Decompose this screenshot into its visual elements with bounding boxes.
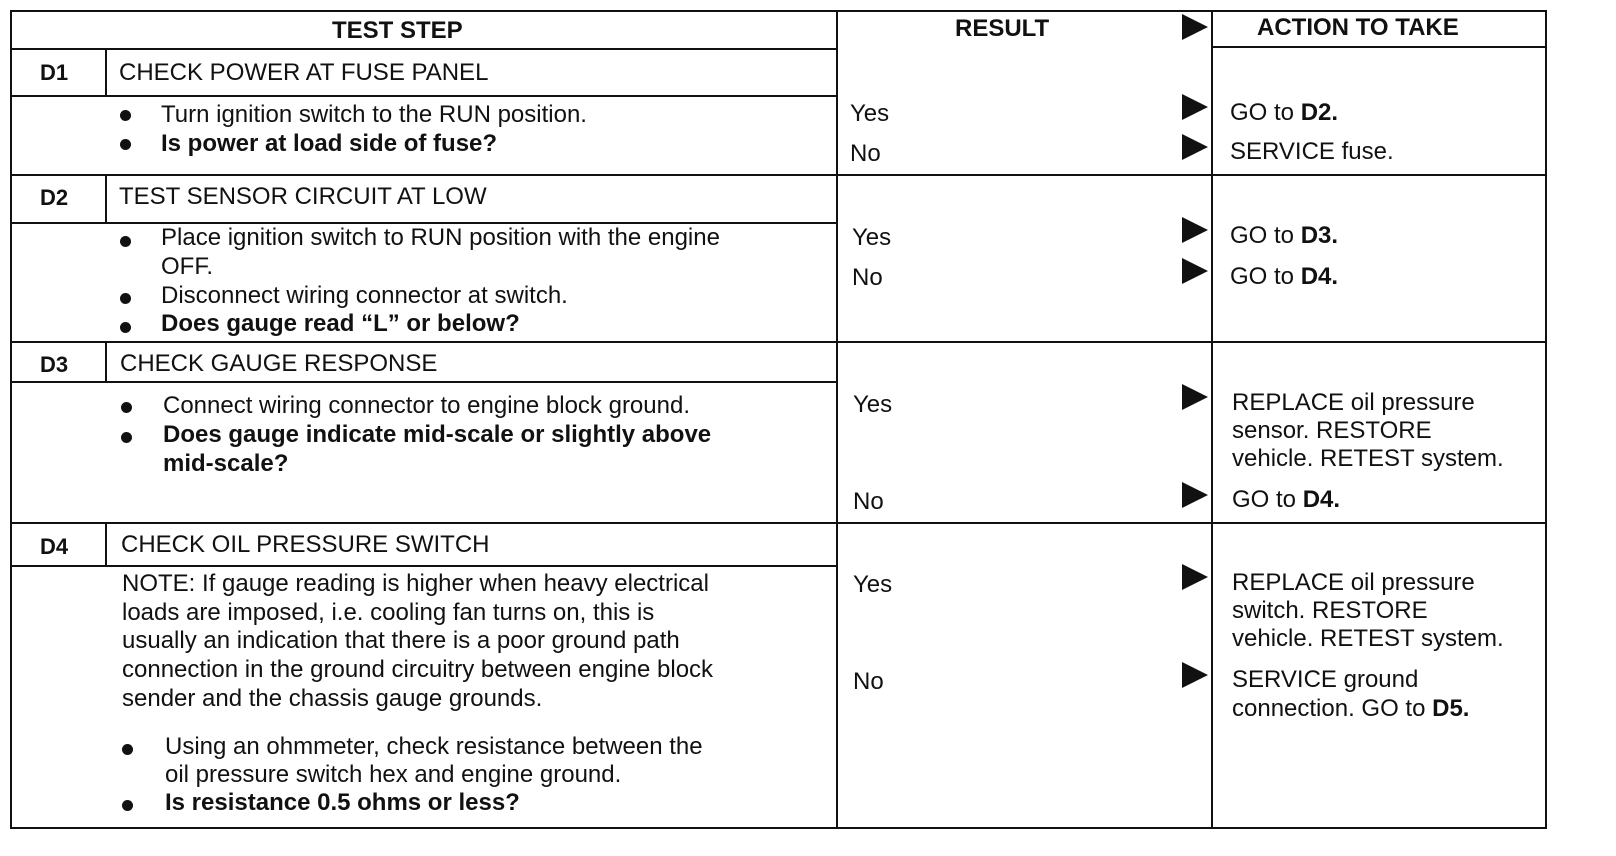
header-result: RESULT <box>955 15 1050 42</box>
column-divider <box>836 10 838 829</box>
id-divider <box>105 522 107 566</box>
bullet-icon <box>120 293 131 304</box>
arrow-icon <box>1182 482 1208 508</box>
result-no: No <box>853 668 884 695</box>
step-question: Is power at load side of fuse? <box>161 130 498 157</box>
header-test-step: TEST STEP <box>332 17 463 44</box>
action-text: GO to D2. <box>1230 99 1339 126</box>
bullet-icon <box>120 236 131 247</box>
step-id: D4 <box>40 534 69 559</box>
result-yes: Yes <box>853 571 893 598</box>
arrow-icon <box>1182 94 1208 120</box>
title-divider <box>10 565 837 567</box>
step-line: OFF. <box>161 253 213 280</box>
bullet-icon <box>121 402 132 413</box>
note-line: connection in the ground circuitry between engine block <box>122 656 714 683</box>
step-id: D3 <box>40 352 69 377</box>
step-question: Does gauge indicate mid-scale or slightly above <box>163 421 712 448</box>
step-line: Turn ignition switch to the RUN position. <box>161 101 587 128</box>
step-question: Is resistance 0.5 ohms or less? <box>165 789 520 816</box>
arrow-icon <box>1182 564 1208 590</box>
result-yes: Yes <box>850 100 890 127</box>
arrow-icon <box>1182 217 1208 243</box>
column-divider <box>1211 10 1213 829</box>
result-yes: Yes <box>852 224 892 251</box>
bullet-icon <box>120 110 131 121</box>
action-text: SERVICE ground <box>1232 666 1419 693</box>
header-divider <box>10 48 837 50</box>
action-text: vehicle. RETEST system. <box>1232 625 1504 652</box>
step-divider <box>10 522 1547 524</box>
id-divider <box>105 48 107 96</box>
header-divider <box>1211 46 1547 48</box>
action-text: SERVICE fuse. <box>1230 138 1394 165</box>
step-id: D2 <box>40 185 69 210</box>
step-title: CHECK GAUGE RESPONSE <box>120 350 438 377</box>
title-divider <box>10 95 837 97</box>
arrow-icon <box>1182 258 1208 284</box>
note-line: loads are imposed, i.e. cooling fan turns on, this is <box>122 599 655 626</box>
step-id: D1 <box>40 60 69 85</box>
step-title: CHECK OIL PRESSURE SWITCH <box>121 531 490 558</box>
action-text: connection. GO to D5. <box>1232 695 1470 722</box>
action-text: REPLACE oil pressure <box>1232 569 1475 596</box>
action-text: sensor. RESTORE <box>1232 417 1432 444</box>
step-title: TEST SENSOR CIRCUIT AT LOW <box>119 183 487 210</box>
step-line: oil pressure switch hex and engine ground. <box>165 761 622 788</box>
arrow-icon <box>1182 384 1208 410</box>
bullet-icon <box>120 139 131 150</box>
bullet-icon <box>121 432 132 443</box>
result-no: No <box>852 264 883 291</box>
action-text: vehicle. RETEST system. <box>1232 445 1504 472</box>
note-line: usually an indication that there is a poor ground path <box>122 627 680 654</box>
step-question: Does gauge read “L” or below? <box>161 310 520 337</box>
result-yes: Yes <box>853 391 893 418</box>
note-line: sender and the chassis gauge grounds. <box>122 685 543 712</box>
action-text: GO to D3. <box>1230 222 1339 249</box>
step-line: Disconnect wiring connector at switch. <box>161 282 568 309</box>
bullet-icon <box>120 322 131 333</box>
action-text: GO to D4. <box>1230 263 1339 290</box>
id-divider <box>105 341 107 382</box>
title-divider <box>10 381 837 383</box>
step-question: mid-scale? <box>163 450 289 477</box>
arrow-icon <box>1182 134 1208 160</box>
action-text: GO to D4. <box>1232 486 1341 513</box>
header-action: ACTION TO TAKE <box>1257 14 1459 41</box>
step-divider <box>10 341 1547 343</box>
step-divider <box>10 174 1547 176</box>
id-divider <box>105 174 107 223</box>
result-no: No <box>850 140 881 167</box>
step-title: CHECK POWER AT FUSE PANEL <box>119 59 489 86</box>
bullet-icon <box>122 744 133 755</box>
diagnostic-table <box>10 10 1547 829</box>
note-line: NOTE: If gauge reading is higher when heavy electrical <box>122 570 709 597</box>
header-arrow-icon <box>1182 14 1208 40</box>
result-no: No <box>853 488 884 515</box>
step-line: Place ignition switch to RUN position with the engine <box>161 224 720 251</box>
action-text: switch. RESTORE <box>1232 597 1428 624</box>
action-text: REPLACE oil pressure <box>1232 389 1475 416</box>
bullet-icon <box>122 800 133 811</box>
arrow-icon <box>1182 662 1208 688</box>
step-line: Using an ohmmeter, check resistance between the <box>165 733 703 760</box>
step-line: Connect wiring connector to engine block ground. <box>163 392 690 419</box>
